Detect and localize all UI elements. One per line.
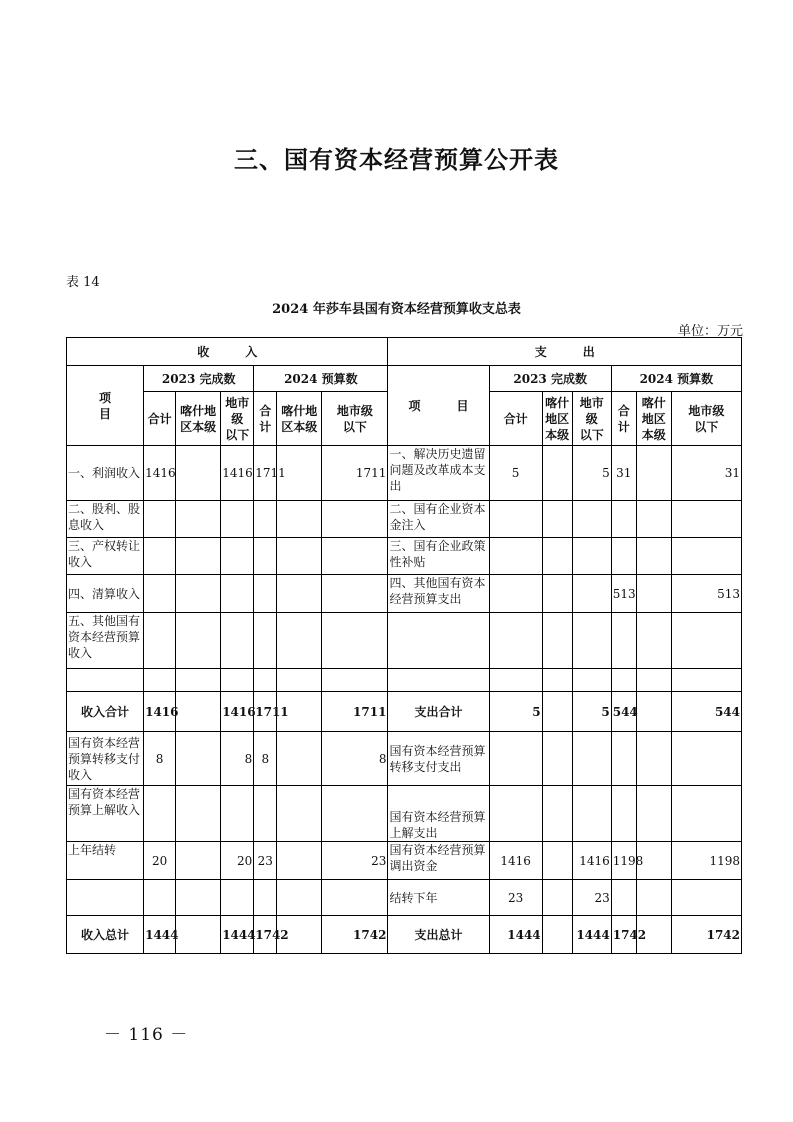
expense-2024-local (671, 880, 741, 916)
expense-item: 三、国有企业政策性补贴 (388, 538, 489, 575)
expense-2024-kashi (636, 501, 671, 538)
income-2024-total (254, 613, 277, 669)
col-header-kashi: 喀什 地区 本级 (636, 392, 671, 446)
income-2024-kashi (277, 786, 322, 842)
header-row-2 (67, 366, 742, 392)
income-2023-kashi (176, 446, 221, 501)
expense-2023-local (572, 575, 611, 613)
expense-2024-local: 1198 (671, 842, 741, 880)
income-2023-total: 20 (144, 842, 176, 880)
table-row (67, 842, 742, 880)
expense-2024-kashi (636, 538, 671, 575)
income-2024-local: 1711 (322, 692, 388, 732)
income-2023-kashi (176, 842, 221, 880)
income-2023-header: 2023 完成数 (144, 366, 254, 392)
expense-2024-local (671, 732, 741, 786)
income-2024-kashi (277, 613, 322, 669)
expense-2023-kashi (542, 732, 572, 786)
income-2023-local (221, 538, 254, 575)
expense-2023-kashi (542, 575, 572, 613)
expense-2023-total: 1416 (489, 842, 542, 880)
expense-2024-local (671, 501, 741, 538)
expense-item: 二、国有企业资本金注入 (388, 501, 489, 538)
expense-2023-total (489, 538, 542, 575)
income-item: 四、清算收入 (67, 575, 144, 613)
subtotal-row (67, 692, 742, 732)
income-2024-header: 2024 预算数 (254, 366, 388, 392)
income-2023-total (144, 786, 176, 842)
page-number: － 116 － (104, 1025, 189, 1045)
income-2023-kashi (176, 613, 221, 669)
grand-total-row (67, 916, 742, 954)
col-header-local: 地市级 以下 (322, 392, 388, 446)
unit-label: 单位：万元 (677, 324, 743, 339)
income-2024-local (322, 538, 388, 575)
expense-2023-total (489, 501, 542, 538)
income-2024-total (254, 786, 277, 842)
expense-2024-local: 1742 (671, 916, 741, 954)
income-item: 收入总计 (67, 916, 144, 954)
expense-2023-local (572, 501, 611, 538)
income-2024-total (254, 575, 277, 613)
income-2023-local: 1444 (221, 916, 254, 954)
expense-2023-local: 23 (572, 880, 611, 916)
income-2024-total (254, 501, 277, 538)
expense-2024-total: 1742 (611, 916, 636, 954)
expense-2023-total: 1444 (489, 916, 542, 954)
income-2023-local: 8 (221, 732, 254, 786)
income-header: 收 入 (67, 338, 388, 366)
expense-2024-kashi (636, 575, 671, 613)
expense-item: 结转下年 (388, 880, 489, 916)
income-2023-total (144, 501, 176, 538)
expense-2024-total (611, 538, 636, 575)
income-item: 收入合计 (67, 692, 144, 732)
income-2023-local (221, 613, 254, 669)
income-item (67, 669, 144, 692)
table-row (67, 613, 742, 669)
col-header-kashi: 喀什 地区 本级 (542, 392, 572, 446)
income-2023-local (221, 786, 254, 842)
expense-2024-total: 544 (611, 692, 636, 732)
col-header-total: 合计 (489, 392, 542, 446)
expense-2024-local (671, 669, 741, 692)
expense-2024-total: 1198 (611, 842, 636, 880)
income-2023-kashi (176, 538, 221, 575)
table-row (67, 446, 742, 501)
budget-summary-table (66, 337, 742, 954)
expense-item: 国有资本经营预算调出资金 (388, 842, 489, 880)
expense-item-header: 项 目 (388, 366, 489, 446)
income-2024-local: 1711 (322, 446, 388, 501)
table-title: 2024 年莎车县国有资本经营预算收支总表 (272, 302, 521, 317)
income-2023-kashi (176, 880, 221, 916)
expense-2023-kashi (542, 446, 572, 501)
income-2023-kashi (176, 916, 221, 954)
table-row (67, 501, 742, 538)
expense-2023-total: 5 (489, 692, 542, 732)
expense-2023-local (572, 669, 611, 692)
col-header-local: 地市级 以下 (671, 392, 741, 446)
col-header-local: 地市 级 以下 (221, 392, 254, 446)
expense-item: 支出总计 (388, 916, 489, 954)
expense-2023-total (489, 732, 542, 786)
expense-2024-local (671, 613, 741, 669)
expense-header: 支 出 (388, 338, 742, 366)
income-2024-local: 23 (322, 842, 388, 880)
income-2024-local: 1742 (322, 916, 388, 954)
income-2023-total (144, 538, 176, 575)
income-2023-local (221, 501, 254, 538)
income-2024-kashi (277, 501, 322, 538)
expense-item: 四、其他国有资本经营预算支出 (388, 575, 489, 613)
income-2024-kashi (277, 880, 322, 916)
income-item: 国有资本经营预算转移支付收入 (67, 732, 144, 786)
income-2024-local (322, 880, 388, 916)
table-row (67, 538, 742, 575)
expense-2024-kashi (636, 446, 671, 501)
income-2023-total (144, 669, 176, 692)
expense-2024-total (611, 732, 636, 786)
expense-item (388, 669, 489, 692)
income-2023-kashi (176, 732, 221, 786)
expense-2023-local (572, 786, 611, 842)
income-2024-local (322, 501, 388, 538)
income-2024-kashi (277, 575, 322, 613)
table-row (67, 732, 742, 786)
income-item: 国有资本经营预算上解收入 (67, 786, 144, 842)
income-2024-kashi (277, 669, 322, 692)
income-2023-kashi (176, 575, 221, 613)
expense-2024-kashi (636, 732, 671, 786)
col-header-local: 地市 级 以下 (572, 392, 611, 446)
income-2024-total (254, 880, 277, 916)
col-header-total: 合 计 (254, 392, 277, 446)
income-2024-total: 23 (254, 842, 277, 880)
expense-2024-local: 31 (671, 446, 741, 501)
income-2024-total: 8 (254, 732, 277, 786)
expense-2023-total (489, 575, 542, 613)
income-item (67, 880, 144, 916)
income-2024-kashi (277, 842, 322, 880)
income-2023-kashi (176, 669, 221, 692)
expense-2024-total: 513 (611, 575, 636, 613)
expense-2023-kashi (542, 538, 572, 575)
income-item: 五、其他国有资本经营预算收入 (67, 613, 144, 669)
expense-2024-local (671, 538, 741, 575)
expense-2023-kashi (542, 916, 572, 954)
expense-2023-total (489, 786, 542, 842)
income-2024-local (322, 575, 388, 613)
col-header-total: 合 计 (611, 392, 636, 446)
income-2023-local (221, 669, 254, 692)
expense-2023-total (489, 613, 542, 669)
expense-2024-header: 2024 预算数 (611, 366, 741, 392)
expense-2024-total (611, 501, 636, 538)
income-2024-local (322, 613, 388, 669)
expense-2023-kashi (542, 786, 572, 842)
income-2024-total (254, 669, 277, 692)
income-2024-total: 1711 (254, 692, 277, 732)
expense-2023-kashi (542, 669, 572, 692)
income-2023-kashi (176, 786, 221, 842)
income-2023-total: 1416 (144, 446, 176, 501)
expense-2024-kashi (636, 786, 671, 842)
income-2023-local: 1416 (221, 692, 254, 732)
income-2024-total: 1711 (254, 446, 277, 501)
expense-2024-kashi (636, 613, 671, 669)
expense-2024-kashi (636, 669, 671, 692)
expense-2023-local: 1416 (572, 842, 611, 880)
expense-item: 一、解决历史遗留问题及改革成本支出 (388, 446, 489, 501)
expense-2023-local (572, 732, 611, 786)
expense-item (388, 613, 489, 669)
expense-2023-kashi (542, 501, 572, 538)
income-item: 二、股利、股息收入 (67, 501, 144, 538)
table-row (67, 575, 742, 613)
income-item: 一、利润收入 (67, 446, 144, 501)
income-2023-total (144, 880, 176, 916)
expense-2023-header: 2023 完成数 (489, 366, 611, 392)
table-row (67, 669, 742, 692)
expense-2023-kashi (542, 880, 572, 916)
income-2023-total: 1416 (144, 692, 176, 732)
expense-2023-local: 5 (572, 692, 611, 732)
col-header-kashi: 喀什地 区本级 (176, 392, 221, 446)
income-2024-local (322, 669, 388, 692)
expense-item: 国有资本经营预算上解支出 (388, 786, 489, 842)
income-2023-total: 1444 (144, 916, 176, 954)
expense-2024-total (611, 613, 636, 669)
expense-2024-local: 544 (671, 692, 741, 732)
expense-2023-kashi (542, 613, 572, 669)
income-2023-total: 8 (144, 732, 176, 786)
expense-2023-local: 5 (572, 446, 611, 501)
income-2023-local (221, 575, 254, 613)
expense-2024-total: 31 (611, 446, 636, 501)
expense-2024-kashi (636, 880, 671, 916)
expense-2023-local (572, 613, 611, 669)
expense-item: 支出合计 (388, 692, 489, 732)
header-row-1 (67, 338, 742, 366)
page-heading: 三、国有资本经营预算公开表 (234, 146, 559, 174)
income-2024-total (254, 538, 277, 575)
income-2024-local: 8 (322, 732, 388, 786)
table-row (67, 786, 742, 842)
expense-2023-local: 1444 (572, 916, 611, 954)
income-2023-local (221, 880, 254, 916)
income-2024-kashi (277, 538, 322, 575)
income-2023-total (144, 613, 176, 669)
expense-item: 国有资本经营预算转移支付支出 (388, 732, 489, 786)
expense-2023-kashi (542, 692, 572, 732)
income-2023-total (144, 575, 176, 613)
income-2023-kashi (176, 692, 221, 732)
expense-2024-total (611, 786, 636, 842)
col-header-kashi: 喀什地 区本级 (277, 392, 322, 446)
income-2024-total: 1742 (254, 916, 277, 954)
expense-2024-total (611, 669, 636, 692)
expense-2024-local: 513 (671, 575, 741, 613)
income-2023-local: 1416 (221, 446, 254, 501)
income-item-header: 项 目 (67, 366, 144, 446)
expense-2024-total (611, 880, 636, 916)
income-item: 上年结转 (67, 842, 144, 880)
expense-2024-local (671, 786, 741, 842)
table-row (67, 880, 742, 916)
table-number: 表 14 (66, 275, 100, 290)
income-2024-kashi (277, 732, 322, 786)
expense-2023-total: 23 (489, 880, 542, 916)
expense-2024-kashi (636, 692, 671, 732)
income-2024-local (322, 786, 388, 842)
expense-2023-local (572, 538, 611, 575)
col-header-total: 合计 (144, 392, 176, 446)
expense-2023-total (489, 669, 542, 692)
income-item: 三、产权转让收入 (67, 538, 144, 575)
income-2023-kashi (176, 501, 221, 538)
expense-2023-total: 5 (489, 446, 542, 501)
expense-2023-kashi (542, 842, 572, 880)
income-2023-local: 20 (221, 842, 254, 880)
